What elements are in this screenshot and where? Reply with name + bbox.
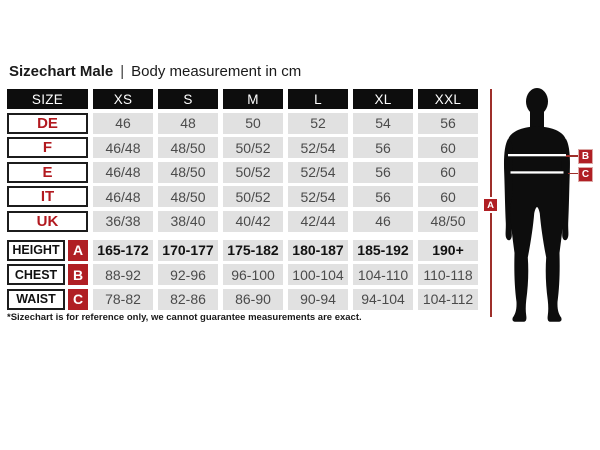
data-cell-chest-m: 96-100 <box>223 264 283 285</box>
measure-label-chest <box>7 264 88 285</box>
row-label-f: F <box>7 137 88 158</box>
figure-badge-chest: B <box>578 149 593 164</box>
silhouette-torso <box>508 127 566 207</box>
waist-measure-line <box>511 171 564 173</box>
data-cell-height-xl: 185-192 <box>353 240 413 261</box>
data-cell-f-xl: 56 <box>353 137 413 158</box>
measure-badge-b: B <box>68 264 88 285</box>
measure-badge-c: C <box>68 289 88 310</box>
page-title <box>9 63 301 80</box>
data-cell-waist-xl: 94-104 <box>353 289 413 310</box>
data-cell-chest-l: 100-104 <box>288 264 348 285</box>
data-cell-e-s: 48/50 <box>158 162 218 183</box>
row-label-de: DE <box>7 113 88 134</box>
data-cell-height-xxl: 190+ <box>418 240 478 261</box>
data-cell-chest-s: 92-96 <box>158 264 218 285</box>
header-cell-xs: XS <box>93 89 153 109</box>
title-subtitle: Body measurement in cm <box>131 63 302 80</box>
data-cell-it-xl: 56 <box>353 186 413 207</box>
data-cell-waist-l: 90-94 <box>288 289 348 310</box>
title-main: Sizechart Male <box>9 63 114 80</box>
measure-label-height <box>7 240 88 261</box>
data-cell-it-l: 52/54 <box>288 186 348 207</box>
chest-measure-line <box>508 154 566 156</box>
data-cell-uk-m: 40/42 <box>223 211 283 232</box>
title-separator: | <box>120 63 125 80</box>
data-cell-f-xxl: 60 <box>418 137 478 158</box>
data-cell-uk-l: 42/44 <box>288 211 348 232</box>
figure-badge-waist: C <box>578 167 593 182</box>
data-cell-e-xs: 46/48 <box>93 162 153 183</box>
data-cell-de-xxl: 56 <box>418 113 478 134</box>
measure-label-waist <box>7 289 88 310</box>
data-cell-waist-s: 82-86 <box>158 289 218 310</box>
data-cell-de-xs: 46 <box>93 113 153 134</box>
data-cell-de-m: 50 <box>223 113 283 134</box>
data-cell-uk-xxl: 48/50 <box>418 211 478 232</box>
data-cell-chest-xxl: 110-118 <box>418 264 478 285</box>
row-label-uk: UK <box>7 211 88 232</box>
data-cell-de-s: 48 <box>158 113 218 134</box>
measure-label-text-height: HEIGHT <box>7 240 65 261</box>
table-spacer <box>7 235 478 236</box>
male-silhouette <box>497 85 577 325</box>
data-cell-height-xs: 165-172 <box>93 240 153 261</box>
header-cell-l: L <box>288 89 348 109</box>
sizechart-table <box>7 89 478 310</box>
row-label-it: IT <box>7 186 88 207</box>
data-cell-chest-xl: 104-110 <box>353 264 413 285</box>
data-cell-height-m: 175-182 <box>223 240 283 261</box>
silhouette-left-leg <box>510 203 537 322</box>
header-cell-xl: XL <box>353 89 413 109</box>
data-cell-it-m: 50/52 <box>223 186 283 207</box>
data-cell-uk-xs: 36/38 <box>93 211 153 232</box>
header-cell-xxl: XXL <box>418 89 478 109</box>
figure-badge-height: A <box>482 197 499 213</box>
data-cell-de-l: 52 <box>288 113 348 134</box>
silhouette-neck <box>530 109 544 127</box>
data-cell-e-xl: 56 <box>353 162 413 183</box>
data-cell-waist-xxl: 104-112 <box>418 289 478 310</box>
data-cell-f-xs: 46/48 <box>93 137 153 158</box>
data-cell-it-s: 48/50 <box>158 186 218 207</box>
data-cell-chest-xs: 88-92 <box>93 264 153 285</box>
measure-label-text-waist: WAIST <box>7 289 65 310</box>
data-cell-uk-xl: 46 <box>353 211 413 232</box>
data-cell-it-xxl: 60 <box>418 186 478 207</box>
data-cell-f-l: 52/54 <box>288 137 348 158</box>
measure-badge-a: A <box>68 240 88 261</box>
data-cell-it-xs: 46/48 <box>93 186 153 207</box>
data-cell-height-l: 180-187 <box>288 240 348 261</box>
footnote: *Sizechart is for reference only, we cannot guarantee measurements are exact. <box>7 312 362 323</box>
data-cell-e-m: 50/52 <box>223 162 283 183</box>
data-cell-height-s: 170-177 <box>158 240 218 261</box>
data-cell-waist-xs: 78-82 <box>93 289 153 310</box>
row-label-e: E <box>7 162 88 183</box>
data-cell-uk-s: 38/40 <box>158 211 218 232</box>
silhouette-right-leg <box>537 203 564 322</box>
header-cell-size: SIZE <box>7 89 88 109</box>
data-cell-f-m: 50/52 <box>223 137 283 158</box>
header-cell-s: S <box>158 89 218 109</box>
header-cell-m: M <box>223 89 283 109</box>
measure-label-text-chest: CHEST <box>7 264 65 285</box>
data-cell-e-l: 52/54 <box>288 162 348 183</box>
data-cell-waist-m: 86-90 <box>223 289 283 310</box>
data-cell-de-xl: 54 <box>353 113 413 134</box>
data-cell-e-xxl: 60 <box>418 162 478 183</box>
data-cell-f-s: 48/50 <box>158 137 218 158</box>
